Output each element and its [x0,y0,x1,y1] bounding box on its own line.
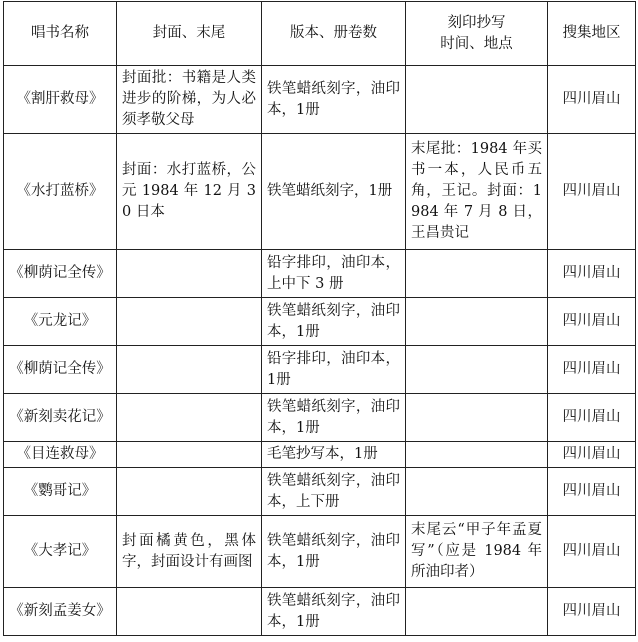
cell-cover [117,250,262,298]
header-date-line2: 时间、地点 [440,35,513,52]
header-title: 唱书名称 [4,2,117,66]
cell-title: 《新刻孟姜女》 [4,588,117,636]
cell-title: 《割肝救母》 [4,66,117,134]
cell-region: 四川眉山 [548,468,636,516]
table-row [4,588,636,636]
cell-date [406,250,548,298]
cell-region: 四川眉山 [548,516,636,588]
cell-region: 四川眉山 [548,134,636,250]
header-row [4,2,636,66]
cell-date [406,66,548,134]
cell-edition: 铁笔蜡纸刻字，油印本，1册 [262,394,406,442]
cell-region: 四川眉山 [548,442,636,468]
cell-cover [117,442,262,468]
cell-date: 末尾批：1984 年买书一本，人民币五角，王记。封面：1984 年 7 月 8 日，王昌贵记 [406,134,548,250]
cell-region: 四川眉山 [548,298,636,346]
table-row [4,134,636,250]
cell-region: 四川眉山 [548,250,636,298]
cell-title: 《柳荫记全传》 [4,346,117,394]
cell-cover: 封面批：书籍是人类进步的阶梯，为人必须孝敬父母 [117,66,262,134]
table-row [4,346,636,394]
cell-region: 四川眉山 [548,588,636,636]
cell-title: 《元龙记》 [4,298,117,346]
cell-cover: 封面橘黄色，黑体字，封面设计有画图 [117,516,262,588]
header-date-place [406,2,548,66]
table-row [4,516,636,588]
table-row [4,394,636,442]
cell-region: 四川眉山 [548,394,636,442]
cell-edition: 毛笔抄写本，1册 [262,442,406,468]
cell-edition: 铁笔蜡纸刻字，油印本，1册 [262,588,406,636]
cell-cover: 封面：水打蓝桥，公元 1984 年 12 月 30 日本 [117,134,262,250]
cell-title: 《鹦哥记》 [4,468,117,516]
cell-edition: 铁笔蜡纸刻字，油印本，上下册 [262,468,406,516]
cell-date [406,346,548,394]
cell-title: 《大孝记》 [4,516,117,588]
header-date-line1: 刻印抄写 [447,14,506,31]
cell-edition: 铅字排印，油印本，上中下 3 册 [262,250,406,298]
cell-edition: 铁笔蜡纸刻字，油印本，1册 [262,66,406,134]
cell-title: 《柳荫记全传》 [4,250,117,298]
cell-cover [117,394,262,442]
cell-region: 四川眉山 [548,66,636,134]
cell-cover [117,298,262,346]
cell-date [406,298,548,346]
table-row [4,66,636,134]
table-row [4,298,636,346]
cell-title: 《新刻卖花记》 [4,394,117,442]
cell-date: 末尾云“甲子年孟夏写”（应是 1984 年所油印者） [406,516,548,588]
cell-edition: 铁笔蜡纸刻字，油印本，1册 [262,298,406,346]
cell-date [406,468,548,516]
cell-edition: 铁笔蜡纸刻字，1册 [262,134,406,250]
table-row [4,442,636,468]
header-region: 搜集地区 [548,2,636,66]
header-cover: 封面、末尾 [117,2,262,66]
cell-title: 《水打蓝桥》 [4,134,117,250]
cell-edition: 铁笔蜡纸刻字，油印本，1册 [262,516,406,588]
cell-region: 四川眉山 [548,346,636,394]
cell-edition: 铅字排印，油印本，1册 [262,346,406,394]
table-row [4,468,636,516]
cell-title: 《目连救母》 [4,442,117,468]
songbook-table [3,1,636,636]
header-edition: 版本、册卷数 [262,2,406,66]
cell-cover [117,588,262,636]
table-row [4,250,636,298]
cell-cover [117,346,262,394]
cell-date [406,588,548,636]
cell-cover [117,468,262,516]
cell-date [406,394,548,442]
cell-date [406,442,548,468]
